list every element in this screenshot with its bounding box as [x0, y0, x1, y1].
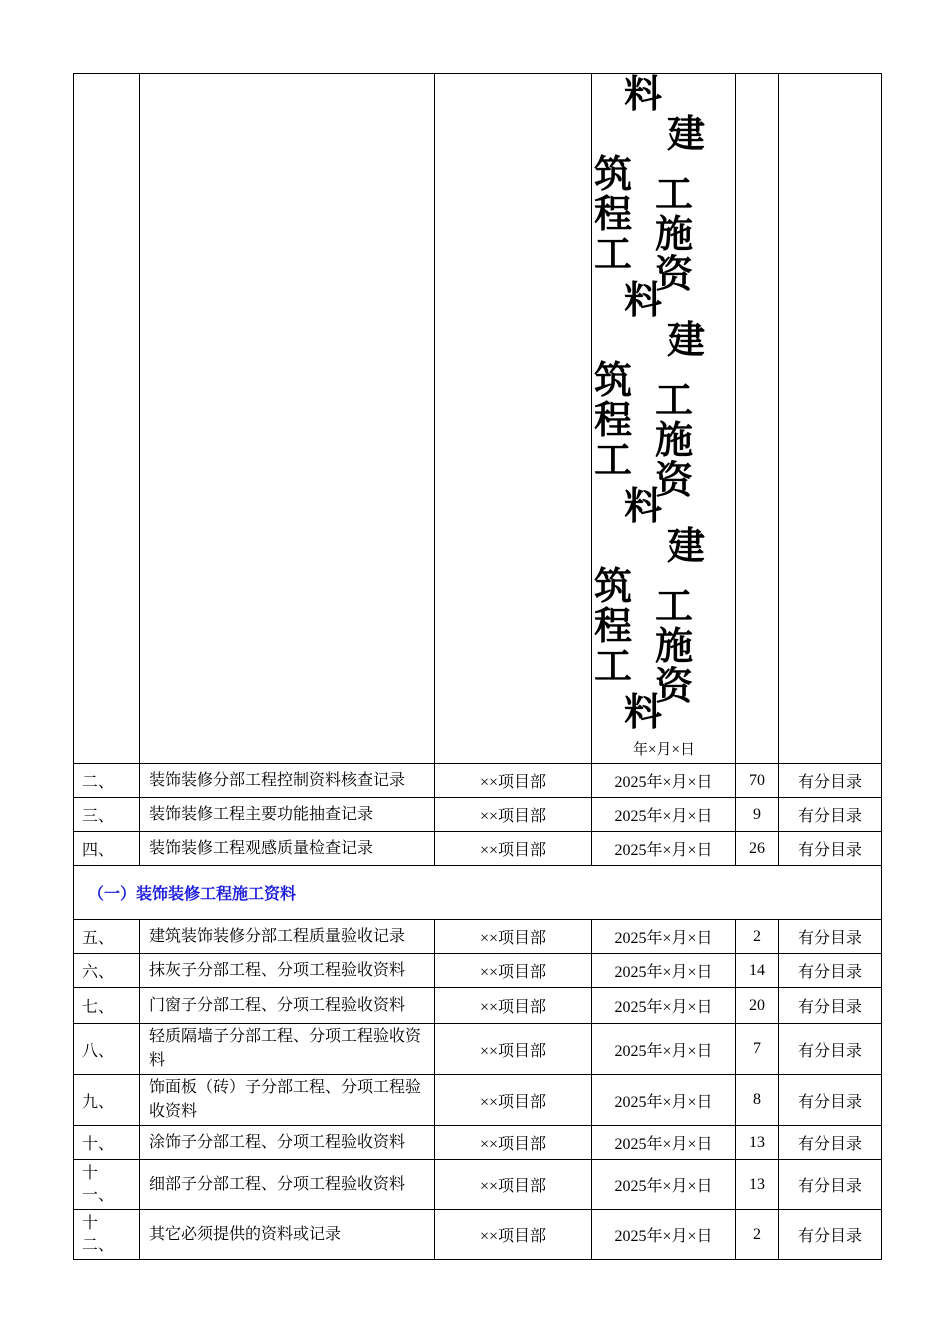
row-dept: ××项目部: [435, 1160, 592, 1210]
row-number: 五、: [74, 920, 140, 954]
heading-date: 年×月×日: [633, 742, 695, 758]
row-number: [74, 1210, 140, 1260]
heading-glyph: 料: [623, 278, 662, 322]
row-dept: ××项目部: [435, 798, 592, 832]
row-number: 十、: [74, 1126, 140, 1160]
row-note: 有分目录: [779, 988, 882, 1024]
row-number-line1: 十: [82, 1164, 99, 1182]
heading-glyph: 料: [623, 484, 662, 528]
table-row: [74, 1075, 882, 1126]
row-pages: 8: [736, 1075, 779, 1126]
row-pages: 2: [736, 920, 779, 954]
row-pages: 13: [736, 1126, 779, 1160]
section-title: （一）装饰装修工程施工资料: [74, 866, 882, 920]
row-pages: 26: [736, 832, 779, 866]
row-number-line1: 十: [82, 1214, 99, 1232]
row-date: 2025年×月×日: [592, 764, 736, 798]
row-date: 2025年×月×日: [592, 1024, 736, 1075]
row-pages: 2: [736, 1210, 779, 1260]
heading-glyph: 工: [593, 644, 632, 688]
header-continuation-row: [74, 74, 882, 764]
heading-glyph: 工: [654, 378, 693, 422]
heading-glyph: 筑: [593, 152, 632, 196]
row-number: [74, 1160, 140, 1210]
row-name: 细部子分部工程、分项工程验收资料: [140, 1160, 435, 1210]
heading-glyph: 料: [623, 690, 662, 734]
row-name: 抹灰子分部工程、分项工程验收资料: [140, 954, 435, 988]
heading-glyph: 筑: [593, 358, 632, 402]
row-note: 有分目录: [779, 1210, 882, 1260]
row-date: 2025年×月×日: [592, 920, 736, 954]
row-number-line2: 二、: [82, 1236, 115, 1254]
row-date: 2025年×月×日: [592, 832, 736, 866]
table-row: [74, 1024, 882, 1075]
heading-glyph: 程: [593, 192, 632, 236]
heading-glyph: 建: [666, 318, 705, 362]
row-name: 轻质隔墙子分部工程、分项工程验收资料: [140, 1024, 435, 1075]
row-name: 装饰装修工程主要功能抽查记录: [140, 798, 435, 832]
row-name: 装饰装修分部工程控制资料核查记录: [140, 764, 435, 798]
vertical-heading-cell: [592, 74, 736, 764]
row-note: 有分目录: [779, 798, 882, 832]
row-note: 有分目录: [779, 954, 882, 988]
row-pages: 13: [736, 1160, 779, 1210]
row-name: 建筑装饰装修分部工程质量验收记录: [140, 920, 435, 954]
row-number: 八、: [74, 1024, 140, 1075]
table-row: [74, 920, 882, 954]
pages-cell-empty: [736, 74, 779, 764]
row-date: 2025年×月×日: [592, 1210, 736, 1260]
table-row: [74, 1210, 882, 1260]
row-pages: 70: [736, 764, 779, 798]
row-dept: ××项目部: [435, 988, 592, 1024]
row-name: 其它必须提供的资料或记录: [140, 1210, 435, 1260]
heading-glyph: 程: [593, 604, 632, 648]
table-row: [74, 1126, 882, 1160]
heading-glyph: 料: [623, 72, 662, 116]
table-row: [74, 798, 882, 832]
row-pages: 20: [736, 988, 779, 1024]
dept-cell-empty: [435, 74, 592, 764]
heading-glyph: 施: [654, 418, 693, 462]
row-note: 有分目录: [779, 1024, 882, 1075]
row-number-line2: 一、: [82, 1186, 115, 1204]
name-cell-empty: [140, 74, 435, 764]
section-row: [74, 866, 882, 920]
row-dept: ××项目部: [435, 832, 592, 866]
row-pages: 14: [736, 954, 779, 988]
row-date: 2025年×月×日: [592, 1075, 736, 1126]
row-name: 涂饰子分部工程、分项工程验收资料: [140, 1126, 435, 1160]
row-number: 四、: [74, 832, 140, 866]
table-row: [74, 832, 882, 866]
note-cell-empty: [779, 74, 882, 764]
heading-glyph: 工: [593, 438, 632, 482]
row-date: 2025年×月×日: [592, 1160, 736, 1210]
row-note: 有分目录: [779, 832, 882, 866]
row-dept: ××项目部: [435, 1210, 592, 1260]
row-note: 有分目录: [779, 920, 882, 954]
row-note: 有分目录: [779, 1075, 882, 1126]
row-number: 三、: [74, 798, 140, 832]
document-table: [73, 73, 882, 1260]
heading-glyph: 建: [666, 112, 705, 156]
heading-glyph: 资: [654, 664, 693, 708]
row-date: 2025年×月×日: [592, 954, 736, 988]
row-name: 装饰装修工程观感质量检查记录: [140, 832, 435, 866]
row-dept: ××项目部: [435, 1024, 592, 1075]
row-name: 门窗子分部工程、分项工程验收资料: [140, 988, 435, 1024]
row-note: 有分目录: [779, 764, 882, 798]
heading-glyph: 工: [654, 584, 693, 628]
row-date: 2025年×月×日: [592, 1126, 736, 1160]
row-note: 有分目录: [779, 1126, 882, 1160]
row-note: 有分目录: [779, 1160, 882, 1210]
row-dept: ××项目部: [435, 1126, 592, 1160]
row-number: 七、: [74, 988, 140, 1024]
heading-glyph: 施: [654, 624, 693, 668]
row-dept: ××项目部: [435, 920, 592, 954]
row-dept: ××项目部: [435, 1075, 592, 1126]
vertical-heading: [592, 74, 736, 762]
num-cell-empty: [74, 74, 140, 764]
heading-glyph: 工: [593, 232, 632, 276]
table-row: [74, 954, 882, 988]
heading-glyph: 建: [666, 524, 705, 568]
row-number: 六、: [74, 954, 140, 988]
heading-glyph: 资: [654, 252, 693, 296]
row-date: 2025年×月×日: [592, 988, 736, 1024]
row-pages: 7: [736, 1024, 779, 1075]
table-row: [74, 1160, 882, 1210]
heading-glyph: 资: [654, 458, 693, 502]
heading-glyph: 程: [593, 398, 632, 442]
heading-glyph: 施: [654, 212, 693, 256]
row-dept: ××项目部: [435, 764, 592, 798]
row-name: 饰面板（砖）子分部工程、分项工程验收资料: [140, 1075, 435, 1126]
row-number: 九、: [74, 1075, 140, 1126]
table-row: [74, 764, 882, 798]
table-row: [74, 988, 882, 1024]
row-pages: 9: [736, 798, 779, 832]
row-number: 二、: [74, 764, 140, 798]
row-date: 2025年×月×日: [592, 798, 736, 832]
heading-glyph: 工: [654, 172, 693, 216]
heading-glyph: 筑: [593, 564, 632, 608]
row-dept: ××项目部: [435, 954, 592, 988]
